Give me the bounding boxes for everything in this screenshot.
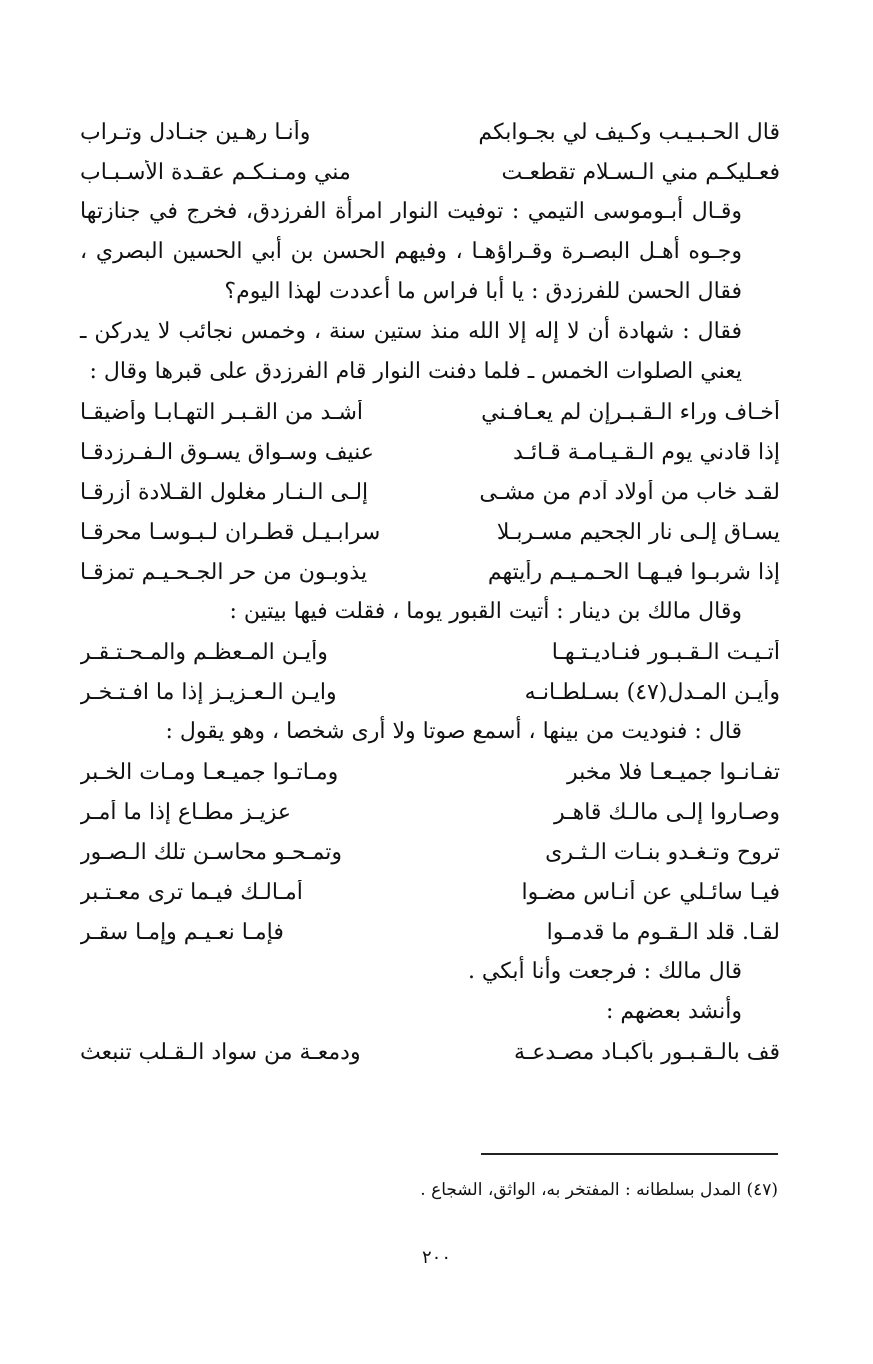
verse-hemistich-first: إذا قادني يوم الـقـيـامـة قـائـد	[512, 439, 780, 465]
verse-hemistich-second: ودمعـة من سواد الـقـلب تنبعث	[80, 1039, 361, 1065]
prose-paragraph-6	[80, 992, 780, 1032]
verse-group-1	[80, 112, 780, 192]
paragraph-text: فقال : شهادة أن لا إله إلا الله منذ ستين سنة ، وخمس نجائب لا يدركن ـ يعني الصلوات الخمس ـ فلما دفنت النوار قام الفرزدق على قبرها وقال :	[80, 319, 742, 384]
verse-line	[80, 632, 780, 672]
verse-hemistich-first: تفـانـوا جميـعـا فلا مخبر	[567, 759, 780, 785]
verse-group-5	[80, 1032, 780, 1072]
verse-line	[80, 432, 780, 472]
verse-group-3	[80, 632, 780, 712]
verse-hemistich-first: إذا شربـوا فيـهـا الحـمـيـم رأيتهم	[487, 559, 780, 585]
verse-hemistich-second: فإمـا نعـيـم وإمـا سقـر	[80, 919, 284, 945]
verse-line	[80, 1032, 780, 1072]
verse-hemistich-first: فعـليكـم مني الـسـلام تقطعـت	[501, 159, 780, 185]
verse-hemistich-second: وأيـن المـعظـم والمـحـتـقـر	[80, 639, 328, 665]
verse-hemistich-second: عنيف وسـواق يسـوق الـفـرزدقـا	[80, 439, 374, 465]
verse-hemistich-first: أتـيـت الـقـبـور فنـاديـتـهـا	[551, 639, 780, 665]
verse-hemistich-second: وأنـا رهـين جنـادل وتـراب	[80, 119, 311, 145]
prose-paragraph-1	[80, 192, 780, 312]
verse-hemistich-first: أخـاف وراء الـقـبـرإن لم يعـافـني	[481, 399, 780, 425]
paragraph-text: قال مالك : فرجعت وأنا أبكي .	[467, 959, 742, 984]
footnote: (٤٧) المدل بسلطانه : المفتخر به، الواثق، الشجاع .	[420, 1180, 778, 1200]
verse-line	[80, 872, 780, 912]
paragraph-text: وقال مالك بن دينار : أتيت القبور يوما ، فقلت فيها بيتين :	[229, 599, 742, 624]
verse-hemistich-first: لقـا. قلد الـقـوم ما قدمـوا	[546, 919, 780, 945]
footnote-divider	[481, 1153, 778, 1155]
page-content	[80, 112, 780, 1072]
verse-line	[80, 752, 780, 792]
verse-line	[80, 392, 780, 432]
prose-paragraph-2	[80, 312, 780, 392]
verse-hemistich-second: يذوبـون من حر الجـحـيـم تمزقـا	[80, 559, 368, 585]
verse-line	[80, 512, 780, 552]
verse-hemistich-first: يسـاق إلـى نار الجحيم مسـربـلا	[496, 519, 780, 545]
verse-line	[80, 152, 780, 192]
paragraph-text: قال : فنوديت من بينها ، أسمع صوتا ولا أرى شخصا ، وهو يقول :	[165, 719, 742, 744]
verse-line	[80, 832, 780, 872]
verse-hemistich-second: أمـالـك فيـما ترى معـتـبر	[80, 879, 303, 905]
verse-hemistich-second: إلـى الـنـار مغلول القـلادة أزرقـا	[80, 479, 369, 505]
paragraph-text: وقـال أبـوموسى التيمي : توفيت النوار امرأة الفرزدق، فخرج في جنازتها وجـوه أهـل البصـرة وقـراؤهـا ، وفيهم الحسن بن أبي الحسين البصري ، فقال الحسن للفرزدق : يا أبا فراس ما أعددت لهذا اليوم؟	[80, 199, 742, 304]
verse-hemistich-second: وايـن الـعـزيـز إذا ما افـتـخـر	[80, 679, 337, 705]
verse-hemistich-second: وتمـحـو محاسـن تلك الـصـور	[80, 839, 342, 865]
verse-hemistich-first: وأيـن المـدل(٤٧) بسـلطـانـه	[524, 679, 780, 705]
verse-hemistich-first: قال الحـبـيـب وكـيف لي بجـوابكم	[478, 119, 780, 145]
verse-hemistich-second: ومـاتـوا جميـعـا ومـات الخـبر	[80, 759, 339, 785]
verse-line	[80, 912, 780, 952]
verse-hemistich-first: لقـد خاب من أولاد آدم من مشـى	[479, 479, 780, 505]
verse-line	[80, 112, 780, 152]
prose-paragraph-5	[80, 952, 780, 992]
verse-hemistich-first: قف بالـقـبـور بأكبـاد مصـدعـة	[514, 1039, 780, 1065]
verse-group-4	[80, 752, 780, 952]
verse-line	[80, 472, 780, 512]
verse-hemistich-first: فيـا سائـلي عن أنـاس مضـوا	[521, 879, 780, 905]
verse-hemistich-second: سرابـيـل قطـران لـبـوسـا محرقـا	[80, 519, 381, 545]
verse-hemistich-first: وصـاروا إلـى مالـك قاهـر	[554, 799, 780, 825]
verse-line	[80, 672, 780, 712]
verse-group-2	[80, 392, 780, 592]
verse-hemistich-second: عزيـز مطـاع إذا ما أمـر	[80, 799, 292, 825]
prose-paragraph-4	[80, 712, 780, 752]
prose-paragraph-3	[80, 592, 780, 632]
verse-line	[80, 552, 780, 592]
verse-hemistich-first: تروح وتـغـدو بنـات الـثـرى	[545, 839, 780, 865]
paragraph-text: وأنشد بعضهم :	[605, 999, 742, 1024]
page-number: ٢٠٠	[421, 1247, 451, 1268]
verse-line	[80, 792, 780, 832]
verse-hemistich-second: أشـد من القـبـر التهـابـا وأضيقـا	[80, 399, 364, 425]
verse-hemistich-second: مني ومـنـكـم عقـدة الأسـبـاب	[80, 159, 351, 185]
